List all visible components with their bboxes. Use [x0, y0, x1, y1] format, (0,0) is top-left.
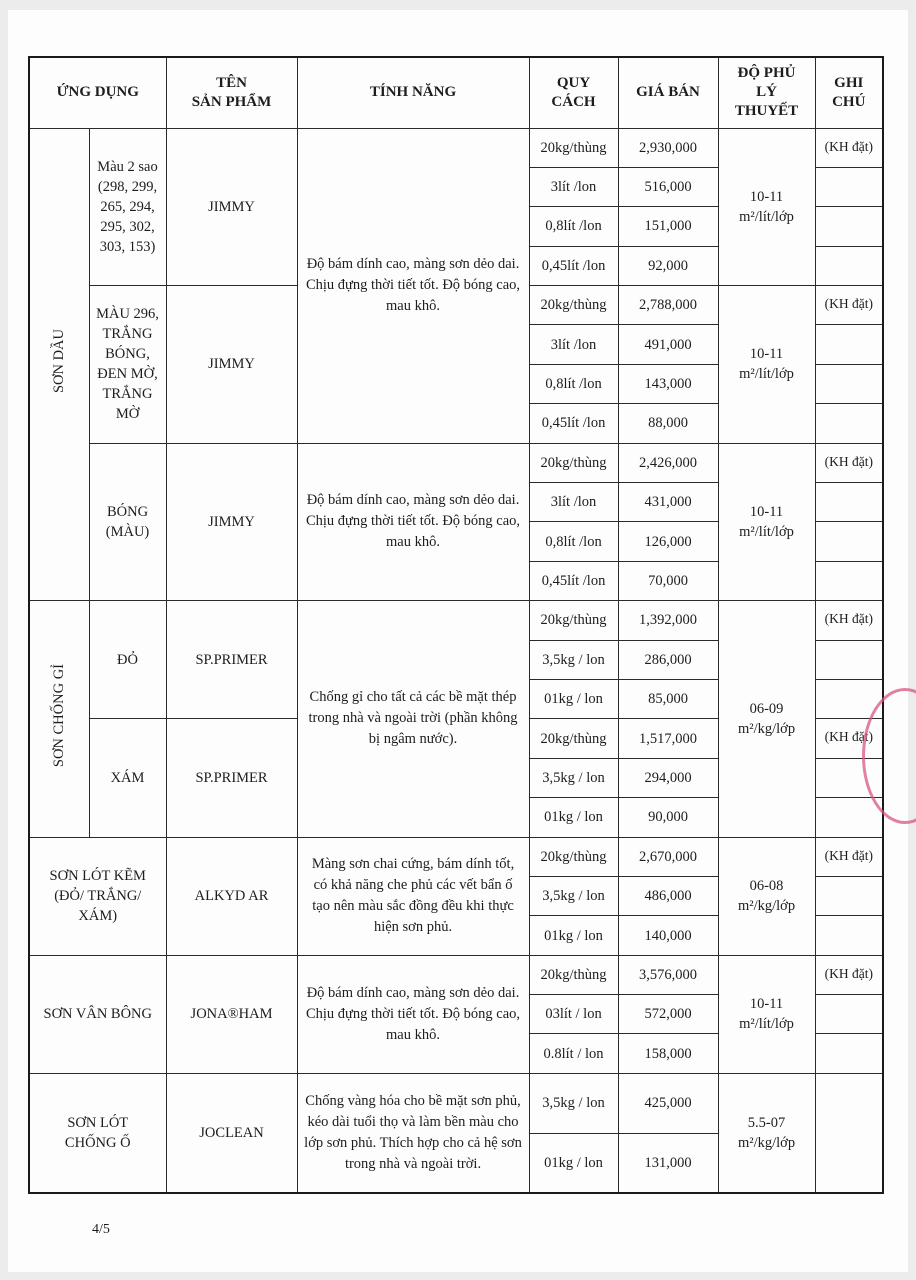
spec-cell: 03lít / lon [529, 995, 618, 1034]
price-cell: 126,000 [618, 522, 718, 561]
price-cell: 294,000 [618, 758, 718, 797]
note-cell-empty [815, 1073, 883, 1193]
coverage-cell: 10-11 m²/lít/lớp [718, 128, 815, 286]
header-spec: QUY CÁCH [529, 57, 618, 128]
subgroup-mau-296: MÀU 296, TRẮNG BÓNG, ĐEN MỜ, TRẮNG MỜ [89, 286, 166, 444]
spec-cell: 0,8lít /lon [529, 364, 618, 403]
feature-text: Chống vàng hóa cho bề mặt sơn phủ, kéo dài tuổi thọ và làm bền màu cho lớp sơn phủ. Thích hợp cho cả hệ sơn trong nhà và ngoài trời. [297, 1073, 529, 1193]
price-cell: 516,000 [618, 167, 718, 206]
note-cell-empty [815, 404, 883, 443]
header-note: GHI CHÚ [815, 57, 883, 128]
price-cell: 2,426,000 [618, 443, 718, 482]
coverage-cell: 10-11 m²/lít/lớp [718, 955, 815, 1073]
note-cell: (KH đặt) [815, 837, 883, 876]
note-cell-empty [815, 325, 883, 364]
coverage-cell: 5.5-07 m²/kg/lớp [718, 1073, 815, 1193]
header-application: ỨNG DỤNG [29, 57, 166, 128]
feature-text: Chống gỉ cho tất cả các bề mặt thép trong nhà và ngoài trời (phần không bị ngâm nước). [297, 601, 529, 837]
note-cell: (KH đặt) [815, 443, 883, 482]
group-son-van-bong: SƠN VÂN BÔNG [29, 955, 166, 1073]
spec-cell: 20kg/thùng [529, 601, 618, 640]
table-row [29, 955, 883, 994]
subgroup-bong-mau: BÓNG (MÀU) [89, 443, 166, 601]
price-cell: 92,000 [618, 246, 718, 285]
price-cell: 70,000 [618, 561, 718, 600]
note-cell: (KH đặt) [815, 601, 883, 640]
subgroup-mau-2-sao: Màu 2 sao (298, 299, 265, 294, 295, 302, 303, 153) [89, 128, 166, 286]
price-cell: 286,000 [618, 640, 718, 679]
price-cell: 572,000 [618, 995, 718, 1034]
spec-cell: 3,5kg / lon [529, 1073, 618, 1133]
product-name: JIMMY [166, 128, 297, 286]
spec-cell: 0,45lít /lon [529, 561, 618, 600]
table-row [29, 837, 883, 876]
note-cell-empty [815, 1034, 883, 1073]
coverage-cell: 06-09 m²/kg/lớp [718, 601, 815, 837]
product-name: ALKYD AR [166, 837, 297, 955]
spec-cell: 20kg/thùng [529, 955, 618, 994]
spec-cell: 3lít /lon [529, 167, 618, 206]
price-cell: 491,000 [618, 325, 718, 364]
spec-cell: 3,5kg / lon [529, 640, 618, 679]
note-cell: (KH đặt) [815, 128, 883, 167]
coverage-cell: 06-08 m²/kg/lớp [718, 837, 815, 955]
price-cell: 2,788,000 [618, 286, 718, 325]
document-page [8, 10, 908, 1272]
product-name: JONA®HAM [166, 955, 297, 1073]
spec-cell: 3lít /lon [529, 483, 618, 522]
feature-text: Độ bám dính cao, màng sơn dẻo dai. Chịu đựng thời tiết tốt. Độ bóng cao, mau khô. [297, 443, 529, 601]
note-cell-empty [815, 995, 883, 1034]
price-cell: 431,000 [618, 483, 718, 522]
note-cell-empty [815, 640, 883, 679]
price-cell: 425,000 [618, 1073, 718, 1133]
note-cell-empty [815, 561, 883, 600]
group-son-lot-kem: SƠN LÓT KẼM (ĐỎ/ TRẮNG/ XÁM) [29, 837, 166, 955]
table-row [29, 1073, 883, 1133]
price-cell: 1,517,000 [618, 719, 718, 758]
group-son-chong-gi: SƠN CHỐNG GỈ [29, 601, 89, 837]
spec-cell: 20kg/thùng [529, 443, 618, 482]
spec-cell: 3lít /lon [529, 325, 618, 364]
note-cell-empty [815, 364, 883, 403]
spec-cell: 20kg/thùng [529, 128, 618, 167]
header-product-name: TÊN SẢN PHẨM [166, 57, 297, 128]
note-cell-empty [815, 167, 883, 206]
feature-text: Độ bám dính cao, màng sơn dẻo dai. Chịu đựng thời tiết tốt. Độ bóng cao, mau khô. [297, 955, 529, 1073]
note-cell-empty [815, 876, 883, 915]
table-row [29, 601, 883, 640]
price-cell: 140,000 [618, 916, 718, 955]
table-row [29, 128, 883, 167]
feature-text: Độ bám dính cao, màng sơn dẻo dai. Chịu đựng thời tiết tốt. Độ bóng cao, mau khô. [297, 128, 529, 443]
note-cell-empty [815, 522, 883, 561]
header-coverage: ĐỘ PHỦ LÝ THUYẾT [718, 57, 815, 128]
price-cell: 90,000 [618, 798, 718, 837]
spec-cell: 20kg/thùng [529, 719, 618, 758]
price-cell: 1,392,000 [618, 601, 718, 640]
note-cell-empty [815, 207, 883, 246]
product-name: SP.PRIMER [166, 601, 297, 719]
spec-cell: 0,45lít /lon [529, 246, 618, 285]
product-name: JIMMY [166, 286, 297, 444]
price-cell: 151,000 [618, 207, 718, 246]
header-feature: TÍNH NĂNG [297, 57, 529, 128]
coverage-cell: 10-11 m²/lít/lớp [718, 286, 815, 444]
note-cell: (KH đặt) [815, 955, 883, 994]
spec-cell: 01kg / lon [529, 798, 618, 837]
note-cell-empty [815, 483, 883, 522]
price-cell: 2,930,000 [618, 128, 718, 167]
subgroup-xam: XÁM [89, 719, 166, 837]
product-name: JIMMY [166, 443, 297, 601]
product-name: JOCLEAN [166, 1073, 297, 1193]
table-row [29, 443, 883, 482]
spec-cell: 01kg / lon [529, 1133, 618, 1193]
price-cell: 85,000 [618, 679, 718, 718]
subgroup-do: ĐỎ [89, 601, 166, 719]
spec-cell: 20kg/thùng [529, 286, 618, 325]
feature-text: Màng sơn chai cứng, bám dính tốt, có khả năng che phủ các vết bẩn ố tạo nên màu sắc đồng đều khi thực hiện sơn phủ. [297, 837, 529, 955]
price-cell: 143,000 [618, 364, 718, 403]
spec-cell: 20kg/thùng [529, 837, 618, 876]
price-cell: 3,576,000 [618, 955, 718, 994]
spec-cell: 0,8lít /lon [529, 522, 618, 561]
spec-cell: 0,45lít /lon [529, 404, 618, 443]
page-number: 4/5 [92, 1222, 110, 1237]
spec-cell: 0.8lít / lon [529, 1034, 618, 1073]
note-cell-empty [815, 246, 883, 285]
price-cell: 486,000 [618, 876, 718, 915]
note-cell: (KH đặt) [815, 719, 883, 758]
note-cell: (KH đặt) [815, 286, 883, 325]
spec-cell: 0,8lít /lon [529, 207, 618, 246]
price-table [28, 56, 884, 1194]
price-cell: 131,000 [618, 1133, 718, 1193]
note-cell-empty [815, 798, 883, 837]
product-name: SP.PRIMER [166, 719, 297, 837]
price-cell: 158,000 [618, 1034, 718, 1073]
note-cell-empty [815, 916, 883, 955]
group-son-lot-chong-o: SƠN LÓT CHỐNG Ố [29, 1073, 166, 1193]
table-header-row [29, 57, 883, 128]
price-cell: 88,000 [618, 404, 718, 443]
spec-cell: 01kg / lon [529, 916, 618, 955]
price-cell: 2,670,000 [618, 837, 718, 876]
group-son-dau: SƠN DẦU [29, 128, 89, 601]
coverage-cell: 10-11 m²/lít/lớp [718, 443, 815, 601]
spec-cell: 3,5kg / lon [529, 758, 618, 797]
spec-cell: 01kg / lon [529, 679, 618, 718]
header-price: GIÁ BÁN [618, 57, 718, 128]
spec-cell: 3,5kg / lon [529, 876, 618, 915]
